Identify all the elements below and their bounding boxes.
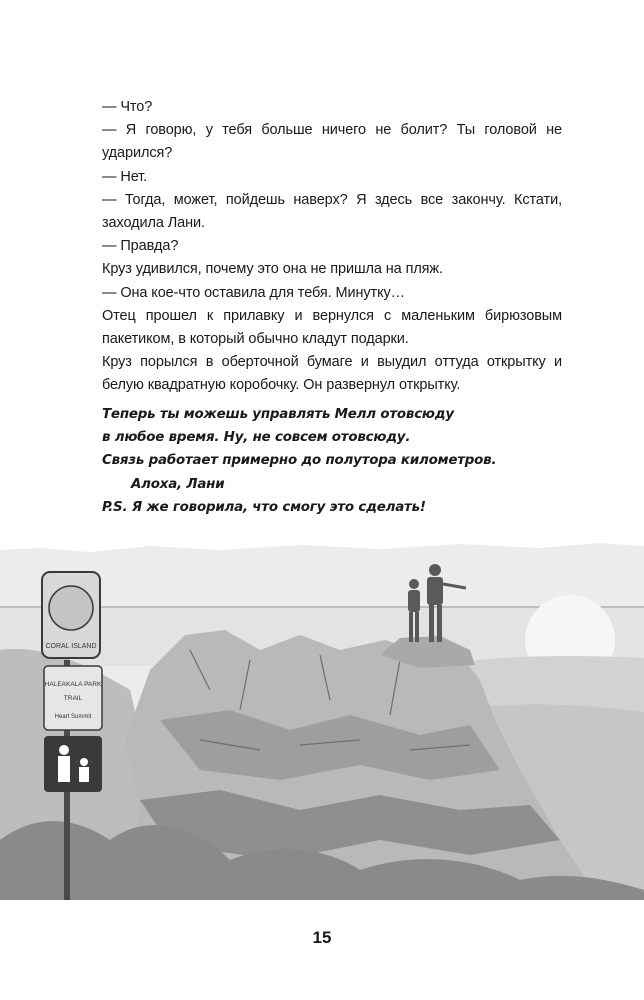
postcard-line: Теперь ты можешь управлять Мелл отовсюду	[102, 407, 454, 422]
page-number: 15	[312, 928, 332, 947]
paragraph: — Правда?	[102, 238, 179, 255]
svg-text:HALEAKALA PARK: HALEAKALA PARK	[44, 681, 102, 688]
paragraph: Круз удивился, почему это она не пришла на пляж.	[102, 261, 443, 278]
sign-pictogram	[44, 736, 102, 792]
paragraph: — Я говорю, у тебя больше ничего не болит? Ты головой не ударился?	[102, 122, 562, 162]
paragraph: — Нет.	[102, 168, 148, 185]
paragraph: — Тогда, может, пойдешь наверх? Я здесь все закончу. Кстати, заходила Лани.	[102, 191, 562, 232]
paragraph: Круз порылся в оберточной бумаге и выудил оттуда открытку и белую квадратную коробочку. Он развернул открытку.	[102, 354, 562, 394]
postcard-line: в любое время. Ну, не совсем отовсюду.	[102, 430, 411, 446]
svg-text:Heart Summit: Heart Summit	[54, 714, 92, 720]
coastal-cliff-illustration	[0, 540, 644, 900]
paragraph: — Она кое-что оставила для тебя. Минутку…	[102, 284, 406, 301]
paragraph: Отец прошел к прилавку и вернулся с маленьким бирюзовым пакетиком, в который обычно кладут подарки.	[102, 307, 562, 348]
postcard-ps: P.S. Я же говорила, что смогу это сделать!	[102, 499, 426, 515]
sign-top-label: CORAL ISLAND	[45, 643, 97, 650]
postcard-text	[102, 403, 562, 519]
body-text	[102, 96, 562, 398]
paragraph: — Что?	[102, 99, 153, 115]
postcard-signature: Алоха, Лани	[131, 476, 225, 492]
postcard-line: Связь работает примерно до полутора километров.	[102, 453, 497, 469]
svg-text:TRAIL: TRAIL	[63, 695, 83, 702]
